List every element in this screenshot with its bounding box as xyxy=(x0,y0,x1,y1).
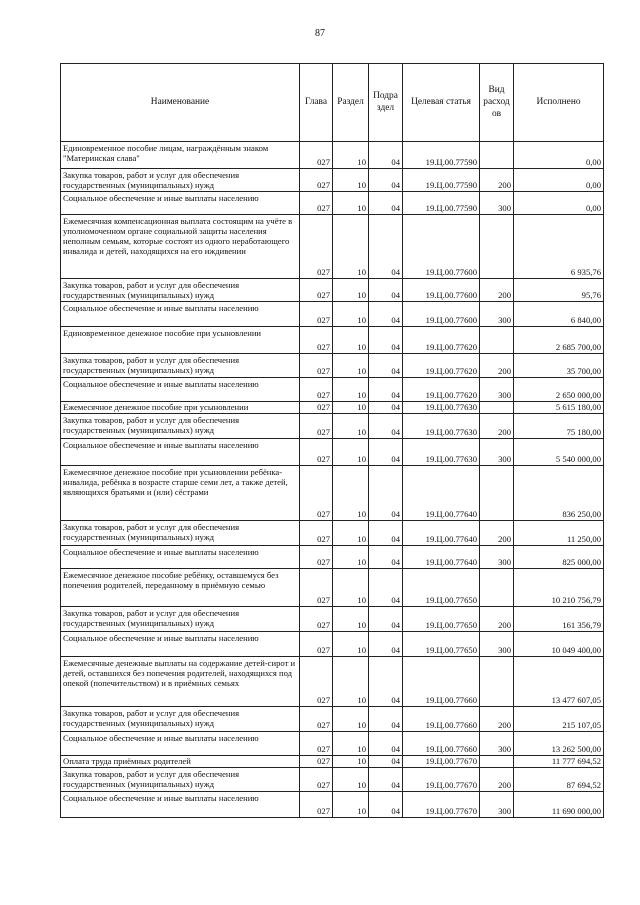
table-row xyxy=(61,169,604,192)
cell-name: Социальное обеспечение и иные выплаты населению xyxy=(61,546,300,569)
cell-expense-type: 300 xyxy=(480,792,514,818)
cell-executed-amount: 75 180,00 xyxy=(514,414,604,439)
cell-razdel: 10 xyxy=(333,378,369,402)
cell-target-article: 19.Ц.00.77630 xyxy=(403,414,480,439)
cell-name: Оплата труда приёмных родителей xyxy=(61,756,300,768)
cell-razdel: 10 xyxy=(333,632,369,657)
cell-expense-type: 200 xyxy=(480,707,514,732)
cell-podrazdel: 04 xyxy=(369,279,403,302)
cell-target-article: 19.Ц.00.77600 xyxy=(403,215,480,279)
cell-expense-type: 200 xyxy=(480,768,514,792)
cell-razdel: 10 xyxy=(333,657,369,707)
table-row xyxy=(61,215,604,279)
cell-glava: 027 xyxy=(300,521,333,546)
page-number: 87 xyxy=(315,28,325,39)
cell-podrazdel: 04 xyxy=(369,657,403,707)
cell-executed-amount: 10 210 756,79 xyxy=(514,569,604,607)
cell-podrazdel: 04 xyxy=(369,466,403,521)
cell-name: Закупка товаров, работ и услуг для обеспечения государственных (муниципальных) нужд xyxy=(61,607,300,632)
header-name: Наименование xyxy=(61,64,300,142)
cell-expense-type xyxy=(480,756,514,768)
cell-podrazdel: 04 xyxy=(369,402,403,414)
cell-executed-amount: 0,00 xyxy=(514,192,604,215)
cell-glava: 027 xyxy=(300,192,333,215)
cell-podrazdel: 04 xyxy=(369,732,403,756)
header-executed: Исполнено xyxy=(514,64,604,142)
cell-expense-type: 200 xyxy=(480,521,514,546)
cell-expense-type: 200 xyxy=(480,169,514,192)
cell-name: Социальное обеспечение и иные выплаты населению xyxy=(61,302,300,327)
cell-glava: 027 xyxy=(300,378,333,402)
cell-glava: 027 xyxy=(300,414,333,439)
cell-executed-amount: 161 356,79 xyxy=(514,607,604,632)
cell-glava: 027 xyxy=(300,657,333,707)
cell-podrazdel: 04 xyxy=(369,414,403,439)
cell-razdel: 10 xyxy=(333,607,369,632)
cell-razdel: 10 xyxy=(333,215,369,279)
cell-glava: 027 xyxy=(300,732,333,756)
table-row xyxy=(61,439,604,466)
cell-razdel: 10 xyxy=(333,768,369,792)
cell-expense-type: 300 xyxy=(480,546,514,569)
cell-razdel: 10 xyxy=(333,756,369,768)
cell-expense-type: 300 xyxy=(480,378,514,402)
cell-expense-type: 200 xyxy=(480,414,514,439)
cell-podrazdel: 04 xyxy=(369,327,403,354)
cell-podrazdel: 04 xyxy=(369,632,403,657)
table-row xyxy=(61,707,604,732)
cell-razdel: 10 xyxy=(333,546,369,569)
table-row xyxy=(61,569,604,607)
cell-expense-type xyxy=(480,569,514,607)
cell-podrazdel: 04 xyxy=(369,439,403,466)
cell-expense-type xyxy=(480,327,514,354)
cell-glava: 027 xyxy=(300,302,333,327)
cell-glava: 027 xyxy=(300,768,333,792)
cell-glava: 027 xyxy=(300,569,333,607)
table-row xyxy=(61,192,604,215)
cell-name: Ежемесячная компенсационная выплата состоящим на учёте в уполномоченном органе социальной защиты населения неполным семьям, которые состоят из одного неработающего инвалида и детей, находящихся на его иждивении xyxy=(61,215,300,279)
table-row xyxy=(61,378,604,402)
cell-razdel: 10 xyxy=(333,569,369,607)
cell-podrazdel: 04 xyxy=(369,768,403,792)
cell-target-article: 19.Ц.00.77620 xyxy=(403,354,480,378)
cell-executed-amount: 10 049 400,00 xyxy=(514,632,604,657)
cell-expense-type xyxy=(480,142,514,169)
cell-razdel: 10 xyxy=(333,279,369,302)
cell-glava: 027 xyxy=(300,439,333,466)
cell-target-article: 19.Ц.00.77590 xyxy=(403,169,480,192)
budget-table xyxy=(60,63,604,818)
cell-razdel: 10 xyxy=(333,414,369,439)
cell-target-article: 19.Ц.00.77670 xyxy=(403,756,480,768)
cell-razdel: 10 xyxy=(333,169,369,192)
cell-glava: 027 xyxy=(300,169,333,192)
cell-podrazdel: 04 xyxy=(369,378,403,402)
cell-razdel: 10 xyxy=(333,466,369,521)
cell-expense-type xyxy=(480,215,514,279)
cell-expense-type: 300 xyxy=(480,192,514,215)
cell-glava: 027 xyxy=(300,756,333,768)
cell-name: Социальное обеспечение и иные выплаты населению xyxy=(61,439,300,466)
cell-executed-amount: 11 690 000,00 xyxy=(514,792,604,818)
cell-razdel: 10 xyxy=(333,192,369,215)
table-row xyxy=(61,302,604,327)
cell-podrazdel: 04 xyxy=(369,546,403,569)
cell-target-article: 19.Ц.00.77650 xyxy=(403,632,480,657)
table-row xyxy=(61,279,604,302)
cell-executed-amount: 0,00 xyxy=(514,169,604,192)
cell-razdel: 10 xyxy=(333,327,369,354)
cell-executed-amount: 836 250,00 xyxy=(514,466,604,521)
cell-name: Социальное обеспечение и иные выплаты населению xyxy=(61,192,300,215)
cell-glava: 027 xyxy=(300,279,333,302)
cell-target-article: 19.Ц.00.77590 xyxy=(403,192,480,215)
table-row xyxy=(61,732,604,756)
cell-name: Единовременное пособие лицам, награждённым знаком "Материнская слава" xyxy=(61,142,300,169)
cell-expense-type: 300 xyxy=(480,632,514,657)
table-row xyxy=(61,632,604,657)
cell-glava: 027 xyxy=(300,402,333,414)
cell-target-article: 19.Ц.00.77640 xyxy=(403,466,480,521)
cell-expense-type: 200 xyxy=(480,354,514,378)
header-razdel: Раздел xyxy=(333,64,369,142)
table-row xyxy=(61,327,604,354)
cell-razdel: 10 xyxy=(333,707,369,732)
cell-target-article: 19.Ц.00.77660 xyxy=(403,657,480,707)
cell-name: Закупка товаров, работ и услуг для обеспечения государственных (муниципальных) нужд xyxy=(61,414,300,439)
cell-podrazdel: 04 xyxy=(369,142,403,169)
cell-executed-amount: 11 250,00 xyxy=(514,521,604,546)
cell-target-article: 19.Ц.00.77640 xyxy=(403,521,480,546)
cell-executed-amount: 95,76 xyxy=(514,279,604,302)
cell-glava: 027 xyxy=(300,327,333,354)
cell-target-article: 19.Ц.00.77620 xyxy=(403,378,480,402)
cell-target-article: 19.Ц.00.77650 xyxy=(403,569,480,607)
cell-name: Ежемесячное денежное пособие ребёнку, оставшемуся без попечения родителей, переданному в приёмную семью xyxy=(61,569,300,607)
cell-target-article: 19.Ц.00.77630 xyxy=(403,439,480,466)
cell-executed-amount: 215 107,05 xyxy=(514,707,604,732)
table-row xyxy=(61,756,604,768)
cell-expense-type xyxy=(480,657,514,707)
cell-executed-amount: 35 700,00 xyxy=(514,354,604,378)
cell-razdel: 10 xyxy=(333,402,369,414)
table-header-row xyxy=(61,64,604,142)
cell-target-article: 19.Ц.00.77640 xyxy=(403,546,480,569)
cell-name: Социальное обеспечение и иные выплаты населению xyxy=(61,378,300,402)
cell-glava: 027 xyxy=(300,607,333,632)
cell-executed-amount: 825 000,00 xyxy=(514,546,604,569)
table-row xyxy=(61,414,604,439)
cell-executed-amount: 13 477 607,05 xyxy=(514,657,604,707)
cell-podrazdel: 04 xyxy=(369,354,403,378)
header-glava: Глава xyxy=(300,64,333,142)
cell-target-article: 19.Ц.00.77600 xyxy=(403,302,480,327)
header-podrazdel: Подра здел xyxy=(369,64,403,142)
cell-glava: 027 xyxy=(300,707,333,732)
cell-podrazdel: 04 xyxy=(369,215,403,279)
cell-podrazdel: 04 xyxy=(369,569,403,607)
cell-target-article: 19.Ц.00.77590 xyxy=(403,142,480,169)
header-expense-type: Вид расход ов xyxy=(480,64,514,142)
cell-podrazdel: 04 xyxy=(369,607,403,632)
cell-target-article: 19.Ц.00.77670 xyxy=(403,768,480,792)
cell-glava: 027 xyxy=(300,354,333,378)
cell-podrazdel: 04 xyxy=(369,302,403,327)
cell-name: Закупка товаров, работ и услуг для обеспечения государственных (муниципальных) нужд xyxy=(61,707,300,732)
header-target-article: Целевая статья xyxy=(403,64,480,142)
cell-target-article: 19.Ц.00.77620 xyxy=(403,327,480,354)
table-row xyxy=(61,792,604,818)
cell-target-article: 19.Ц.00.77650 xyxy=(403,607,480,632)
cell-executed-amount: 6 935,76 xyxy=(514,215,604,279)
cell-target-article: 19.Ц.00.77660 xyxy=(403,732,480,756)
table-row xyxy=(61,607,604,632)
cell-podrazdel: 04 xyxy=(369,707,403,732)
cell-razdel: 10 xyxy=(333,354,369,378)
table-row xyxy=(61,521,604,546)
cell-expense-type: 300 xyxy=(480,302,514,327)
cell-target-article: 19.Ц.00.77670 xyxy=(403,792,480,818)
cell-name: Единовременное денежное пособие при усыновлении xyxy=(61,327,300,354)
cell-expense-type: 200 xyxy=(480,607,514,632)
cell-expense-type: 300 xyxy=(480,439,514,466)
cell-expense-type: 300 xyxy=(480,732,514,756)
table-row xyxy=(61,466,604,521)
cell-name: Закупка товаров, работ и услуг для обеспечения государственных (муниципальных) нужд xyxy=(61,768,300,792)
cell-glava: 027 xyxy=(300,466,333,521)
cell-executed-amount: 6 840,00 xyxy=(514,302,604,327)
table-row xyxy=(61,402,604,414)
cell-executed-amount: 87 694,52 xyxy=(514,768,604,792)
cell-razdel: 10 xyxy=(333,792,369,818)
table-row xyxy=(61,354,604,378)
cell-name: Закупка товаров, работ и услуг для обеспечения государственных (муниципальных) нужд xyxy=(61,279,300,302)
cell-name: Социальное обеспечение и иные выплаты населению xyxy=(61,732,300,756)
cell-podrazdel: 04 xyxy=(369,521,403,546)
cell-executed-amount: 2 685 700,00 xyxy=(514,327,604,354)
cell-executed-amount: 11 777 694,52 xyxy=(514,756,604,768)
cell-glava: 027 xyxy=(300,215,333,279)
cell-razdel: 10 xyxy=(333,142,369,169)
cell-podrazdel: 04 xyxy=(369,192,403,215)
table-row xyxy=(61,768,604,792)
cell-expense-type xyxy=(480,466,514,521)
cell-podrazdel: 04 xyxy=(369,792,403,818)
cell-expense-type xyxy=(480,402,514,414)
cell-name: Ежемесячное денежное пособие при усыновлении xyxy=(61,402,300,414)
cell-executed-amount: 13 262 500,00 xyxy=(514,732,604,756)
table-row xyxy=(61,657,604,707)
cell-name: Ежемесячное денежное пособие при усыновлении ребёнка-инвалида, ребёнка в возрасте старше семи лет, а также детей, являющихся братьями и (или) сёстрами xyxy=(61,466,300,521)
cell-target-article: 19.Ц.00.77630 xyxy=(403,402,480,414)
cell-razdel: 10 xyxy=(333,732,369,756)
cell-name: Социальное обеспечение и иные выплаты населению xyxy=(61,632,300,657)
cell-target-article: 19.Ц.00.77660 xyxy=(403,707,480,732)
cell-razdel: 10 xyxy=(333,439,369,466)
cell-name: Ежемесячные денежные выплаты на содержание детей-сирот и детей, оставшихся без попечения родителей, находящихся под опекой (попечительством) и в приёмных семьях xyxy=(61,657,300,707)
cell-glava: 027 xyxy=(300,632,333,657)
table-row xyxy=(61,546,604,569)
cell-executed-amount: 2 650 000,00 xyxy=(514,378,604,402)
cell-podrazdel: 04 xyxy=(369,756,403,768)
cell-name: Закупка товаров, работ и услуг для обеспечения государственных (муниципальных) нужд xyxy=(61,521,300,546)
cell-razdel: 10 xyxy=(333,302,369,327)
cell-podrazdel: 04 xyxy=(369,169,403,192)
table-row xyxy=(61,142,604,169)
cell-glava: 027 xyxy=(300,792,333,818)
cell-razdel: 10 xyxy=(333,521,369,546)
cell-expense-type: 200 xyxy=(480,279,514,302)
cell-name: Закупка товаров, работ и услуг для обеспечения государственных (муниципальных) нужд xyxy=(61,354,300,378)
cell-glava: 027 xyxy=(300,142,333,169)
cell-executed-amount: 5 615 180,00 xyxy=(514,402,604,414)
cell-target-article: 19.Ц.00.77600 xyxy=(403,279,480,302)
cell-executed-amount: 5 540 000,00 xyxy=(514,439,604,466)
cell-name: Закупка товаров, работ и услуг для обеспечения государственных (муниципальных) нужд xyxy=(61,169,300,192)
cell-executed-amount: 0,00 xyxy=(514,142,604,169)
cell-name: Социальное обеспечение и иные выплаты населению xyxy=(61,792,300,818)
cell-glava: 027 xyxy=(300,546,333,569)
